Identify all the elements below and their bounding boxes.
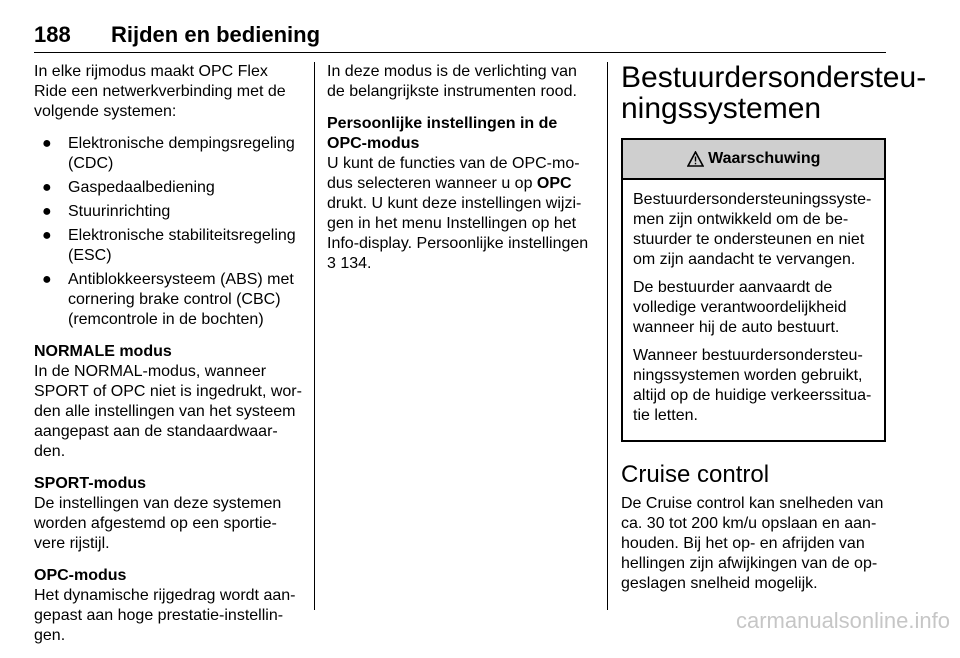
cruise-control-text: De Cruise control kan snelheden van ca. 30 tot 200 km/u opslaan en aanhouden. Bij het op- en afrijden van hellingen zijn afwijkingen van de opgeslagen snelheid mogelijk. <box>621 495 884 592</box>
page-reference[interactable] <box>327 255 372 272</box>
warning-paragraph: De bestuurder aanvaardt de volledige verantwoordelijkheid wanneer hij de auto bestuurt. <box>633 279 847 336</box>
lighting-paragraph: In deze modus is de verlichting van de belangrijkste instrumenten rood. <box>327 63 577 100</box>
warning-header <box>623 140 884 180</box>
bullet-icon: ● <box>42 203 52 220</box>
section-title: Bestuurdersondersteuningssystemen <box>621 61 927 125</box>
list-item: ● Elektronische stabiliteitsregeling (ESC) <box>42 227 296 264</box>
opc-mode-text: Het dynamische rijgedrag wordt aangepast aan hoge prestatie-instellingen. <box>34 587 296 644</box>
opc-mode-heading: OPC-modus <box>34 567 127 584</box>
personal-settings-section <box>327 114 595 274</box>
watermark: carmanualsonline.info <box>735 608 950 633</box>
arrow-reference-icon: 3 <box>327 255 336 272</box>
column-middle <box>327 62 595 286</box>
list-item: ● Elektronische dempingsregeling (CDC) <box>42 135 295 172</box>
chapter-title: Rijden en bediening <box>111 22 321 47</box>
header-divider <box>34 52 886 53</box>
warning-label: Waarschuwing <box>708 150 821 167</box>
bullet-icon: ● <box>42 135 52 152</box>
opc-mode-section <box>34 566 302 646</box>
opc-button-label: OPC <box>536 175 572 192</box>
bullet-icon: ● <box>42 179 52 196</box>
warning-paragraph: Wanneer bestuurdersondersteuningssystemen worden gebruikt, altijd op de huidige verkeerssituatie letten. <box>633 347 872 424</box>
page-header <box>34 22 886 50</box>
reference-page-number: 134. <box>340 255 372 272</box>
list-item: ● Antiblokkeersysteem (ABS) met cornering brake control (CBC) (remcontrole in de bochten) <box>42 271 294 328</box>
intro-paragraph: In elke rijmodus maakt OPC Flex Ride een netwerkverbinding met de volgende systemen: <box>34 63 286 120</box>
warning-box <box>621 138 886 442</box>
column-left <box>34 62 302 658</box>
systems-list <box>34 134 302 330</box>
bullet-icon: ● <box>42 271 52 288</box>
sport-mode-text: De instellingen van deze systemen worden afgestemd op een sportievere rijstijl. <box>34 495 282 552</box>
sport-mode-heading: SPORT-modus <box>34 475 147 492</box>
warning-paragraph: Bestuurdersondersteuningssystemen zijn ontwikkeld om de bestuurder te ondersteunen en niet om zijn aandacht te vervangen. <box>633 191 872 268</box>
column-divider <box>314 62 315 610</box>
warning-body <box>623 180 884 440</box>
page-number: 188 <box>34 22 71 47</box>
personal-settings-heading: Persoonlijke instellingen in de OPC-modus <box>327 115 558 152</box>
column-divider <box>607 62 608 610</box>
normal-mode-text: In de NORMAL-modus, wanneer SPORT of OPC niet is ingedrukt, worden alle instellingen van het systeem aangepast aan de standaardwaarden. <box>34 363 302 460</box>
column-right <box>621 61 927 606</box>
list-item: ● Stuurinrichting <box>42 203 171 220</box>
sport-mode-section <box>34 474 302 554</box>
normal-mode-section <box>34 342 302 462</box>
list-item: ● Gaspedaalbediening <box>42 179 215 196</box>
bullet-icon: ● <box>42 227 52 244</box>
warning-triangle-icon <box>687 150 708 167</box>
personal-settings-text-a: U kunt de functies van de OPC-modus selecteren wanneer u op <box>327 155 580 192</box>
normal-mode-heading: NORMALE modus <box>34 343 172 360</box>
personal-settings-text-b: drukt. U kunt deze instellingen wijzigen in het menu Instellingen op het Info-display. Persoonlijke instellingen <box>327 195 589 252</box>
cruise-control-title: Cruise control <box>621 461 770 488</box>
